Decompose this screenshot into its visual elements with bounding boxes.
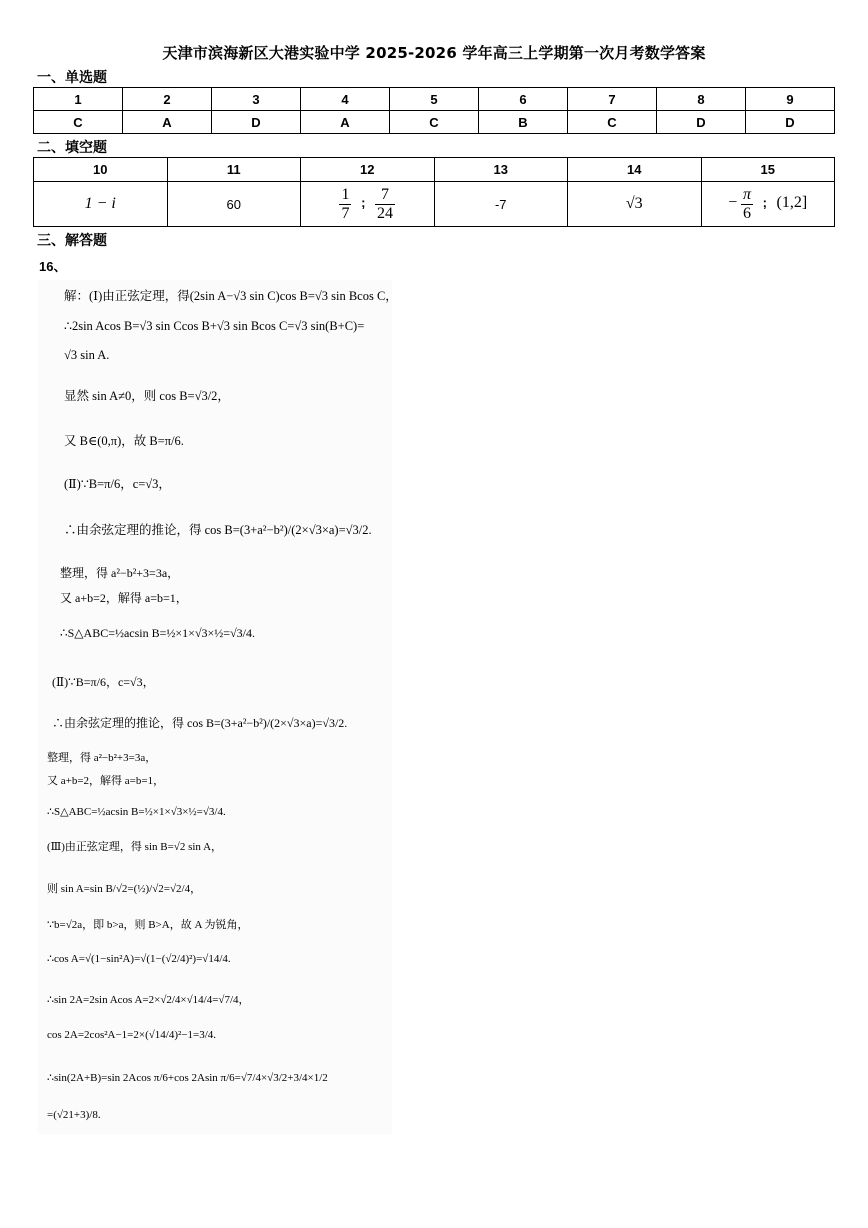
solution-line: ∵b=√2a，即 b>a，则 B>A，故 A 为锐角， xyxy=(47,919,249,931)
fraction xyxy=(741,186,753,223)
solution-line: (Ⅱ)∵B=π/6，c=√3， xyxy=(64,477,171,491)
answer-cell-q13: -7 xyxy=(434,182,568,227)
answer-cell-q11: 60 xyxy=(167,182,301,227)
solution-line: ∴由余弦定理的推论，得 cos B=(3+a²−b²)/(2×√3×a)=√3/2. xyxy=(52,716,348,730)
answer-cell: A xyxy=(123,111,212,134)
solution-line: ∴sin 2A=2sin Acos A=2×√2/4×√14/4=√7/4， xyxy=(47,994,250,1006)
answer-cell: B xyxy=(479,111,568,134)
numerator: 7 xyxy=(375,186,395,205)
denominator: 7 xyxy=(341,204,350,222)
question-number: 3 xyxy=(212,88,301,111)
solution-line: 又 a+b=2，解得 a=b=1， xyxy=(60,591,188,605)
question-number: 15 xyxy=(701,158,835,182)
solution-line: 又 a+b=2，解得 a=b=1， xyxy=(47,775,165,787)
question-number: 1 xyxy=(34,88,123,111)
question-number: 9 xyxy=(746,88,835,111)
fraction xyxy=(339,186,351,223)
answer-cell: C xyxy=(390,111,479,134)
question-number: 10 xyxy=(34,158,168,182)
numerator: 1 xyxy=(341,185,350,203)
table-header-row xyxy=(34,158,835,182)
denominator: 24 xyxy=(377,204,394,222)
table-answer-row xyxy=(34,182,835,227)
answer-cell-q10 xyxy=(34,182,168,227)
question-number: 11 xyxy=(167,158,301,182)
question-number: 8 xyxy=(657,88,746,111)
solution-line: 显然 sin A≠0，则 cos B=√3/2， xyxy=(64,389,230,403)
denominator: 6 xyxy=(742,204,751,222)
multiple-choice-answer-table xyxy=(33,87,835,134)
question-number: 6 xyxy=(479,88,568,111)
answer-expression: √3 xyxy=(625,195,643,212)
answer-cell: D xyxy=(746,111,835,134)
solution-line: 整理，得 a²−b²+3=3a， xyxy=(47,752,157,764)
numerator: π xyxy=(742,185,751,203)
separator: ; xyxy=(361,195,366,211)
answer-cell: C xyxy=(568,111,657,134)
answer-expression: 1 − i xyxy=(84,195,116,212)
question-number: 5 xyxy=(390,88,479,111)
section-heading-fill-in: 二、填空题 xyxy=(37,140,107,156)
answer-cell: C xyxy=(34,111,123,134)
answer-cell-q15 xyxy=(701,182,835,227)
solution-line: 解：(Ⅰ)由正弦定理，得(2sin A−√3 sin C)cos B=√3 sin Bcos C， xyxy=(64,289,398,303)
answer-cell: A xyxy=(301,111,390,134)
question-number: 12 xyxy=(301,158,435,182)
section-heading-solutions: 三、解答题 xyxy=(37,233,107,249)
solution-line: 又 B∈(0,π)，故 B=π/6. xyxy=(64,434,184,448)
page-title: 天津市滨海新区大港实验中学 2025-2026 学年高三上学期第一次月考数学答案 xyxy=(162,44,706,62)
section-heading-multiple-choice: 一、单选题 xyxy=(37,70,107,86)
solution-line: 整理，得 a²−b²+3=3a， xyxy=(60,566,180,580)
table-header-row xyxy=(34,88,835,111)
solution-line: ∴S△ABC=½acsin B=½×1×√3×½=√3/4. xyxy=(47,806,226,818)
question-number: 7 xyxy=(568,88,657,111)
question-number: 2 xyxy=(123,88,212,111)
table-answer-row xyxy=(34,111,835,134)
problem-number: 16、 xyxy=(39,259,67,274)
answer-cell: D xyxy=(212,111,301,134)
fill-in-answer-table xyxy=(33,157,835,227)
solution-line: ∴2sin Acos B=√3 sin Ccos B+√3 sin Bcos C=√3 sin(B+C)= xyxy=(64,319,365,333)
solution-line: ∴S△ABC=½acsin B=½×1×√3×½=√3/4. xyxy=(60,626,255,640)
solution-line: 则 sin A=sin B/√2=(½)/√2=√2/4， xyxy=(47,883,202,895)
solution-line: =(√21+3)/8. xyxy=(47,1109,101,1121)
solution-line: ∴由余弦定理的推论，得 cos B=(3+a²−b²)/(2×√3×a)=√3/2. xyxy=(64,523,372,537)
solution-line: √3 sin A. xyxy=(64,348,110,362)
answer-expression: (1,2] xyxy=(776,194,808,212)
question-number: 14 xyxy=(568,158,702,182)
answer-cell-q12 xyxy=(301,182,435,227)
solution-line: cos 2A=2cos²A−1=2×(√14/4)²−1=3/4. xyxy=(47,1029,217,1041)
minus-sign: − xyxy=(728,194,738,212)
solution-line: (Ⅲ)由正弦定理，得 sin B=√2 sin A， xyxy=(47,841,223,853)
answer-cell: D xyxy=(657,111,746,134)
question-number: 13 xyxy=(434,158,568,182)
solution-line: ∴cos A=√(1−sin²A)=√(1−(√2/4)²)=√14/4. xyxy=(47,953,231,965)
solution-line: (Ⅱ)∵B=π/6，c=√3， xyxy=(52,675,155,689)
question-number: 4 xyxy=(301,88,390,111)
separator: ; xyxy=(762,195,767,211)
solution-line: ∴sin(2A+B)=sin 2Acos π/6+cos 2Asin π/6=√7/4×√3/2+3/4×1/2 xyxy=(47,1072,328,1084)
fraction xyxy=(375,186,395,223)
answer-cell-q14 xyxy=(568,182,702,227)
